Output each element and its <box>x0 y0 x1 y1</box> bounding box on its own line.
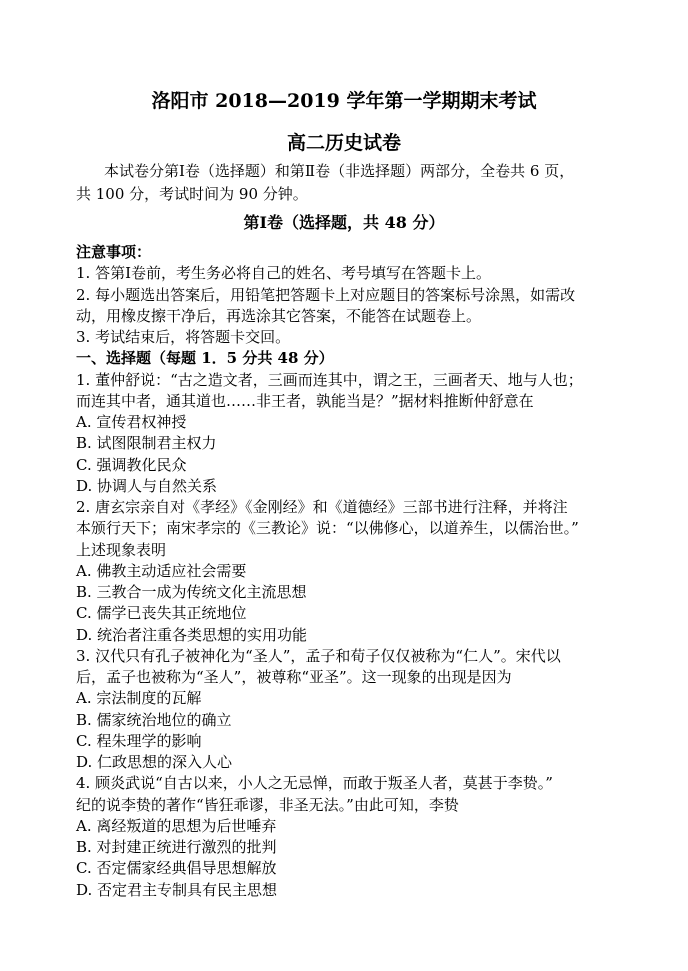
option-line: A. 宣传君权神授 <box>76 413 187 431</box>
question-line: 后，孟子也被称为“圣人”，被尊称“亚圣”。这一现象的出现是因为 <box>76 668 512 686</box>
exam-subtitle: 高二历史试卷 <box>286 132 401 154</box>
notes-line: 3. 考试结束后，将答题卡交回。 <box>76 328 291 346</box>
option-line: C. 强调教化民众 <box>76 456 187 474</box>
option-line: C. 否定儒家经典倡导思想解放 <box>76 859 277 877</box>
option-line: B. 试图限制君主权力 <box>76 434 217 452</box>
intro-line: 共 100 分，考试时间为 90 分钟。 <box>76 185 308 203</box>
question-line: 2. 唐玄宗亲自对《孝经》《金刚经》和《道德经》三部书进行注释，并将注 <box>76 498 568 516</box>
question-line: 1. 董仲舒说：“古之造文者，三画而连其中，谓之王，三画者天、地与人也； <box>76 371 583 389</box>
option-line: D. 否定君主专制具有民主思想 <box>76 881 278 899</box>
question-line: 而连其中者，通其道也……非王者，孰能当是？”据材料推断仲舒意在 <box>76 392 534 410</box>
option-line: C. 程朱理学的影响 <box>76 732 202 750</box>
notes-heading: 注意事项： <box>76 243 152 261</box>
option-line: D. 仁政思想的深入人心 <box>76 753 233 771</box>
option-line: C. 儒学已丧失其正统地位 <box>76 604 247 622</box>
question-line: 本颁行天下；南宋孝宗的《三教论》说：“以佛修心，以道养生，以儒治世。” <box>76 519 579 537</box>
option-line: B. 对封建正统进行激烈的批判 <box>76 838 277 856</box>
part-heading: 一、选择题（每题 1．5 分共 48 分） <box>76 349 334 367</box>
question-line: 4. 顾炎武说“自古以来，小人之无忌惮，而敢于叛圣人者，莫甚于李贽。” <box>76 774 553 792</box>
notes-line: 1. 答第Ⅰ卷前，考生务必将自己的姓名、考号填写在答题卡上。 <box>76 264 492 282</box>
question-line: 纪的说李贽的著作“皆狂乖谬，非圣无法。”由此可知，李贽 <box>76 796 459 814</box>
section-heading: 第Ⅰ卷（选择题，共 48 分） <box>243 213 445 232</box>
option-line: A. 离经叛道的思想为后世唾弃 <box>76 817 277 835</box>
option-line: D. 统治者注重各类思想的实用功能 <box>76 626 308 644</box>
option-line: B. 三教合一成为传统文化主流思想 <box>76 583 307 601</box>
option-line: B. 儒家统治地位的确立 <box>76 711 232 729</box>
option-line: A. 宗法制度的瓦解 <box>76 689 202 707</box>
notes-line: 动，用橡皮擦干净后，再选涂其它答案，不能答在试题卷上。 <box>76 307 482 325</box>
option-line: D. 协调人与自然关系 <box>76 477 218 495</box>
exam-title: 洛阳市 2018—2019 学年第一学期期末考试 <box>151 90 537 112</box>
intro-line: 本试卷分第Ⅰ卷（选择题）和第Ⅱ卷（非选择题）两部分，全卷共 6 页， <box>104 162 575 180</box>
question-line: 3. 汉代只有孔子被神化为“圣人”，孟子和荀子仅仅被称为“仁人”。宋代以 <box>76 647 561 665</box>
option-line: A. 佛教主动适应社会需要 <box>76 562 247 580</box>
question-line: 上述现象表明 <box>76 541 167 559</box>
notes-line: 2. 每小题选出答案后，用铅笔把答题卡上对应题目的答案标号涂黑，如需改 <box>76 286 576 304</box>
